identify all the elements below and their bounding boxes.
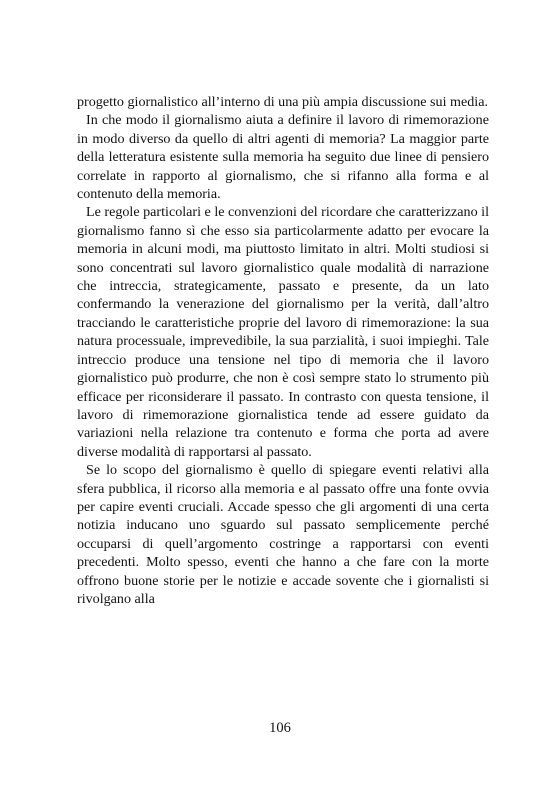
paragraph-rules-conventions: Le regole particolari e le convenzioni del ricordare che caratterizzano il giornalismo fanno sì che esso sia particolarmente adatto per evocare la memoria in alcuni modi, ma piuttosto limitato in altri. Molti studiosi si sono concentrati sul lavoro giornalistico quale modalità di narrazione che intreccia, strategicamente, passato e presente, da un lato confermando la venerazione del giornalismo per la verità, dall’altro tracciando le caratteristiche proprie del lavoro di rimemorazione: la sua natura processuale, imprevedibile, la sua parzialità, i suoi impieghi. Tale intreccio produce una tensione nel tipo di memoria che il lavoro giornalistico può produrre, che non è così sempre stato lo strumento più efficace per riconsiderare il passato. In contrasto con questa tensione, il lavoro di rimemorazione giornalistica tende ad essere guidato da variazioni nella relazione tra contenuto e forma che porta ad avere diverse modalità di rapportarsi al passato. bbox=[77, 204, 490, 460]
paragraph-journalism-question: In che modo il giornalismo aiuta a definire il lavoro di rimemorazione in modo diverso da quello di altri agenti di memoria? La maggior parte della letteratura esistente sulla memoria ha seguito due linee di pensiero correlate in rapporto al giornalismo, che si rifanno alla forma e al contenuto della memoria. bbox=[77, 112, 489, 203]
paragraph-continuation: progetto giornalistico all’interno di una più ampia discussione sui media. bbox=[77, 94, 488, 110]
paragraph-purpose-journalism: Se lo scopo del giornalismo è quello di spiegare eventi relativi alla sfera pubblica, il ricorso alla memoria e al passato offre una fonte ovvia per capire eventi cruciali. Accade spesso che gli argomenti di una certa notizia inducano uno sguardo sul passato semplicemente perché occuparsi di quell’argomento costringe a rapportarsi con eventi precedenti. Molto spesso, eventi che hanno a che fare con la morte offrono buone storie per le notizie e accade sovente che i giornalisti si rivolgano alla bbox=[77, 462, 489, 607]
body-text bbox=[77, 93, 489, 608]
page-number: 106 bbox=[269, 720, 291, 736]
